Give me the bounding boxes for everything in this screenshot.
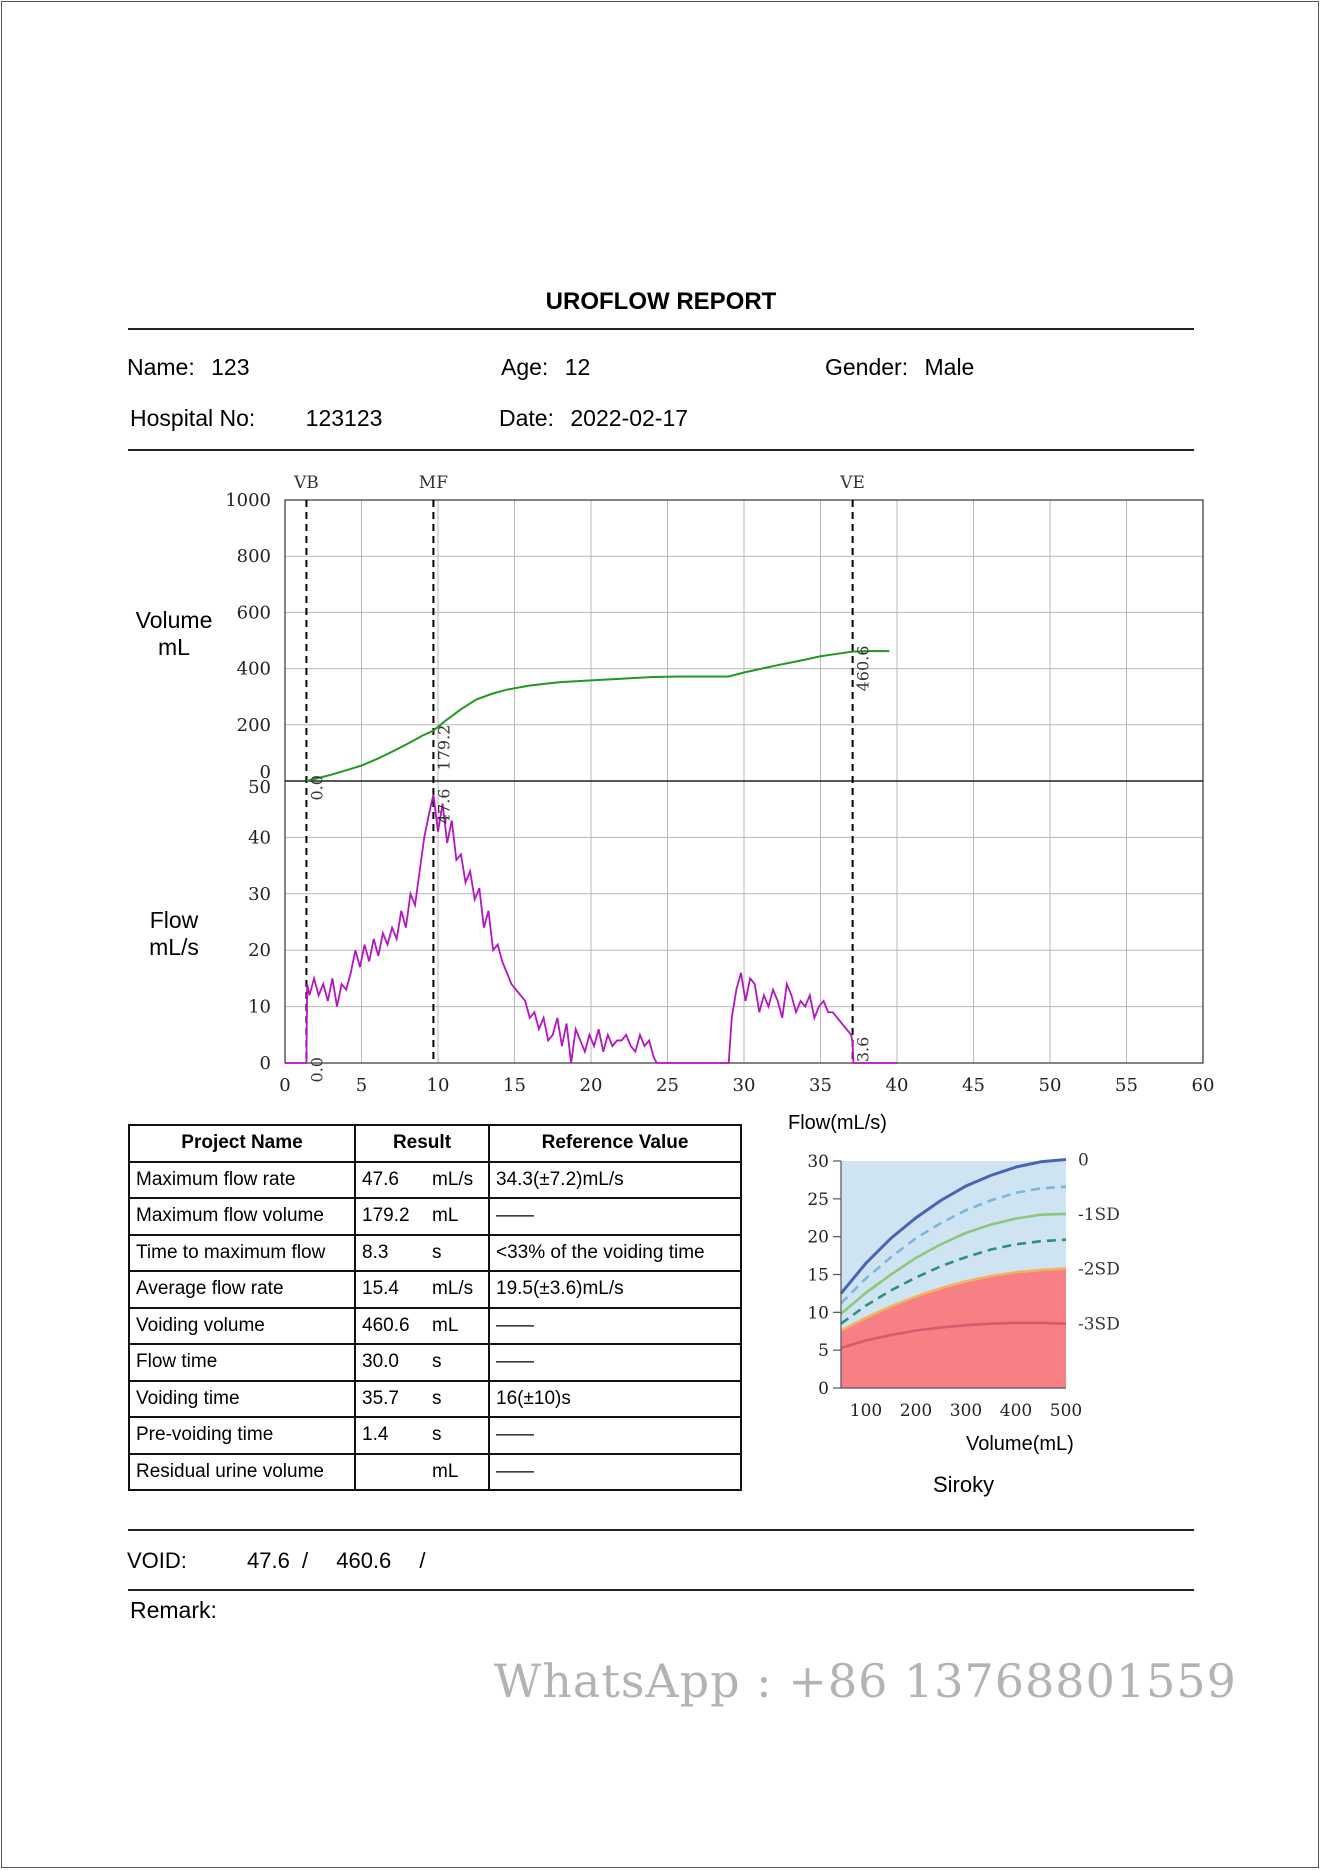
volume-curve	[306, 651, 889, 781]
row-name: Voiding volume	[129, 1308, 355, 1345]
nomogram-y-tick-label: 10	[807, 1303, 829, 1324]
flow-axis-title-line2: mL/s	[149, 934, 199, 960]
marker-label-mf: MF	[418, 473, 449, 493]
void-separator-2: /	[419, 1548, 426, 1573]
value-annotation: 0.0	[307, 1057, 327, 1083]
siroky-xlabel: Volume(mL)	[966, 1433, 1074, 1455]
remark-label: Remark:	[130, 1597, 217, 1623]
x-tick-label: 45	[962, 1075, 985, 1096]
hospital-value: 123123	[305, 405, 383, 431]
flow-axis-title-line1: Flow	[149, 907, 199, 933]
table-row	[129, 1381, 741, 1418]
age-value: 12	[564, 354, 591, 380]
gender-label: Gender:	[825, 354, 909, 380]
volume-axis-title-line2: mL	[158, 634, 190, 660]
row-reference: ——	[489, 1308, 741, 1345]
flow-y-tick-label: 0	[259, 1053, 271, 1074]
void-label: VOID:	[127, 1548, 187, 1573]
value-annotation: 47.6	[434, 788, 454, 825]
volume-y-tick-label: 200	[236, 714, 271, 736]
row-name: Average flow rate	[129, 1271, 355, 1308]
x-tick-label: 60	[1191, 1075, 1215, 1096]
value-annotation: 0.0	[307, 775, 327, 801]
x-tick-label: 20	[579, 1075, 603, 1096]
row-value: 1.4	[355, 1417, 426, 1454]
siroky-ylabel: Flow(mL/s)	[788, 1112, 887, 1134]
flow-y-tick-label: 50	[248, 777, 271, 798]
row-reference: ——	[489, 1198, 741, 1235]
nomogram-x-tick-label: 300	[949, 1401, 983, 1421]
nomogram-x-tick-label: 200	[899, 1401, 933, 1421]
void-separator-1: /	[301, 1548, 309, 1573]
row-value: 30.0	[355, 1344, 426, 1381]
flow-y-tick-label: 40	[248, 827, 271, 849]
nomogram-x-tick-label: 100	[849, 1401, 883, 1421]
row-value: 47.6	[355, 1162, 426, 1199]
row-value	[355, 1454, 426, 1491]
row-value: 179.2	[355, 1198, 426, 1235]
table-row	[129, 1454, 741, 1491]
nomogram-y-tick-label: 20	[807, 1227, 829, 1248]
nomogram-x-tick-label: 500	[1049, 1401, 1083, 1421]
table-row	[129, 1308, 741, 1345]
volume-y-tick-label: 0	[259, 762, 271, 783]
age-label: Age:	[501, 354, 549, 380]
table-header-row	[129, 1125, 741, 1162]
table-row	[129, 1417, 741, 1454]
report-title: UROFLOW REPORT	[545, 288, 777, 315]
row-reference: ——	[489, 1454, 741, 1491]
nomogram-y-tick-label: 25	[807, 1189, 829, 1210]
row-reference: ——	[489, 1344, 741, 1381]
row-name: Voiding time	[129, 1381, 355, 1418]
name-value: 123	[211, 354, 250, 380]
row-unit: mL	[426, 1198, 489, 1235]
row-unit: mL	[426, 1454, 489, 1491]
row-unit: s	[426, 1381, 489, 1418]
row-unit: mL/s	[426, 1162, 489, 1199]
row-name: Time to maximum flow	[129, 1235, 355, 1272]
row-unit: mL	[426, 1308, 489, 1345]
void-divider-top	[128, 1529, 1194, 1531]
siroky-title: Siroky	[933, 1472, 995, 1497]
x-tick-label: 10	[426, 1075, 450, 1096]
row-name: Pre-voiding time	[129, 1417, 355, 1454]
void-flow-value: 47.6	[247, 1548, 290, 1573]
results-table	[128, 1124, 742, 1491]
value-annotation: 179.2	[434, 724, 454, 771]
table-row	[129, 1198, 741, 1235]
flow-y-tick-label: 10	[248, 996, 271, 1018]
row-name: Residual urine volume	[129, 1454, 355, 1491]
row-unit: mL/s	[426, 1271, 489, 1308]
table-row	[129, 1271, 741, 1308]
flow-y-tick-label: 20	[248, 940, 271, 962]
row-name: Maximum flow rate	[129, 1162, 355, 1199]
nomogram-side-label: -3SD	[1078, 1314, 1120, 1335]
header-project-name: Project Name	[129, 1125, 355, 1162]
marker-label-ve: VE	[840, 473, 865, 493]
header-reference: Reference Value	[489, 1125, 741, 1162]
table-row	[129, 1162, 741, 1199]
table-row	[129, 1344, 741, 1381]
x-tick-label: 25	[656, 1075, 679, 1096]
nomogram-side-label: -2SD	[1078, 1259, 1120, 1280]
row-reference: <33% of the voiding time	[489, 1235, 741, 1272]
volume-y-tick-label: 600	[236, 602, 271, 624]
row-unit: s	[426, 1417, 489, 1454]
nomogram-y-tick-label: 15	[807, 1265, 829, 1286]
nomogram-y-tick-label: 5	[818, 1341, 829, 1362]
row-value: 8.3	[355, 1235, 426, 1272]
x-tick-label: 35	[809, 1075, 832, 1096]
void-summary	[127, 1548, 426, 1574]
date-label: Date:	[499, 405, 554, 431]
watermark-text: WhatsApp : +86 13768801559	[494, 1654, 1237, 1708]
row-name: Flow time	[129, 1344, 355, 1381]
x-tick-label: 50	[1038, 1075, 1062, 1096]
volume-y-tick-label: 1000	[225, 490, 271, 511]
value-annotation: 3.6	[853, 1036, 873, 1063]
void-volume-value: 460.6	[336, 1548, 392, 1573]
void-divider-bottom	[128, 1589, 1194, 1591]
date-value: 2022-02-17	[570, 405, 689, 431]
row-reference: 34.3(±7.2)mL/s	[489, 1162, 741, 1199]
volume-y-tick-label: 400	[236, 658, 271, 680]
row-value: 35.7	[355, 1381, 426, 1418]
x-tick-label: 5	[355, 1075, 368, 1096]
value-annotation: 460.6	[853, 645, 873, 692]
marker-label-vb: VB	[294, 473, 319, 493]
x-tick-label: 15	[503, 1075, 526, 1096]
volume-y-tick-label: 800	[236, 546, 271, 568]
nomogram-x-tick-label: 400	[999, 1401, 1033, 1421]
header-result: Result	[355, 1125, 489, 1162]
nomogram-y-tick-label: 0	[818, 1379, 829, 1399]
x-tick-label: 0	[279, 1075, 291, 1096]
table-body	[129, 1162, 741, 1491]
volume-axis-title-line1: Volume	[135, 607, 213, 633]
hospital-label: Hospital No:	[130, 405, 256, 431]
row-value: 15.4	[355, 1271, 426, 1308]
table-row	[129, 1235, 741, 1272]
row-reference: 16(±10)s	[489, 1381, 741, 1418]
row-unit: s	[426, 1235, 489, 1272]
row-unit: s	[426, 1344, 489, 1381]
row-reference: ——	[489, 1417, 741, 1454]
nomogram-y-tick-label: 30	[807, 1152, 829, 1172]
x-tick-label: 55	[1115, 1075, 1138, 1096]
flow-y-tick-label: 30	[248, 883, 271, 905]
gender-value: Male	[924, 354, 975, 380]
nomogram-side-label: -1SD	[1078, 1204, 1120, 1225]
x-tick-label: 40	[885, 1075, 909, 1096]
nomogram-side-label: 0	[1078, 1150, 1089, 1171]
row-value: 460.6	[355, 1308, 426, 1345]
row-name: Maximum flow volume	[129, 1198, 355, 1235]
row-reference: 19.5(±3.6)mL/s	[489, 1271, 741, 1308]
x-tick-label: 30	[732, 1075, 756, 1096]
name-label: Name:	[127, 354, 195, 380]
